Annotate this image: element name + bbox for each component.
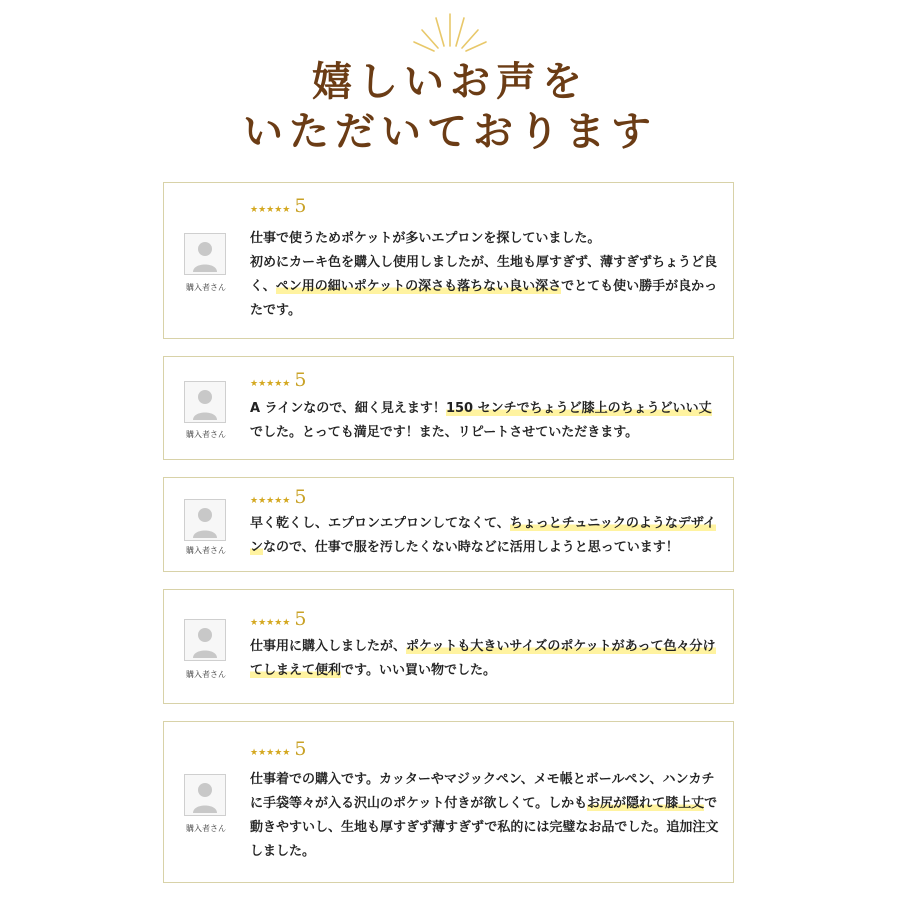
- rating-score: 5: [294, 369, 307, 391]
- review-text-segment: 仕事用に購入しましたが、: [250, 639, 407, 654]
- review-card: [163, 477, 734, 572]
- page-header: [0, 0, 900, 170]
- review-text: [250, 397, 720, 445]
- review-highlight: ちょっとチュニックのようなデザイン: [250, 516, 716, 555]
- rating: [250, 608, 306, 630]
- review-highlight: お尻が隠れて膝上丈: [587, 796, 705, 811]
- sparkle-rays-icon: [410, 8, 490, 53]
- review-highlight: 150 センチでちょうど膝上のちょうどいい丈: [445, 401, 712, 416]
- user-silhouette-icon: [185, 382, 225, 422]
- review-highlight: ペン用の細いポケットの深さも落ちない良い深さ: [275, 279, 562, 294]
- rating: [250, 195, 306, 217]
- review-card: [163, 182, 734, 339]
- rating: [250, 369, 306, 391]
- star-rating-icon: ★★★★★: [250, 496, 291, 506]
- rating-score: 5: [294, 738, 307, 760]
- avatar: [184, 381, 226, 423]
- review-highlight: ポケットも大きいサイズのポケットがあって色々分けてしまえて便利: [250, 639, 716, 678]
- rating: [250, 738, 306, 760]
- avatar: [184, 774, 226, 816]
- review-text-segment: 仕事で使うためポケットが多いエプロンを探していました。: [250, 231, 601, 246]
- avatar: [184, 619, 226, 661]
- star-rating-icon: ★★★★★: [250, 748, 291, 758]
- rating-score: 5: [294, 608, 307, 630]
- user-silhouette-icon: [185, 500, 225, 540]
- reviewer-label: 購入者さん: [186, 430, 226, 439]
- review-text-segment: 初めにカーキ色を購入し使用しましたが、生地も厚すぎず、薄すぎずちょうど良く、: [250, 255, 717, 294]
- page-title-line-1: 嬉しいお声を: [312, 58, 588, 105]
- rating-score: 5: [294, 486, 307, 508]
- review-text-segment: でとても使い勝手が良かったです。: [250, 279, 718, 318]
- review-text-segment: 早く乾くし、エプロンエプロンしてなくて、: [250, 516, 510, 531]
- user-silhouette-icon: [185, 234, 225, 274]
- review-text: [250, 512, 720, 560]
- review-text: [250, 227, 720, 323]
- avatar: [184, 499, 226, 541]
- page-title-line-2: いただいております: [243, 108, 657, 155]
- review-text-segment: でした。とっても満足です！また、リピートさせていただきます。: [250, 425, 639, 440]
- review-card: [163, 356, 734, 460]
- star-rating-icon: ★★★★★: [250, 379, 291, 389]
- review-card: [163, 589, 734, 704]
- reviewer-label: 購入者さん: [186, 670, 226, 679]
- user-silhouette-icon: [185, 620, 225, 660]
- reviewer-label: 購入者さん: [186, 546, 226, 555]
- review-card: [163, 721, 734, 883]
- reviewer-label: 購入者さん: [186, 283, 226, 292]
- review-text: [250, 768, 720, 864]
- review-text: [250, 635, 720, 683]
- rating-score: 5: [294, 195, 307, 217]
- star-rating-icon: ★★★★★: [250, 618, 291, 628]
- avatar: [184, 233, 226, 275]
- review-text-segment: なので、仕事で服を汚したくない時などに活用しようと思っています！: [263, 540, 679, 555]
- rating: [250, 486, 306, 508]
- review-text-segment: A ラインなので、細く見えます！: [250, 401, 446, 416]
- review-text-segment: です。いい買い物でした。: [341, 663, 496, 678]
- review-text-segment: 仕事着での購入です。カッターやマジックペン、メモ帳とボールペン、ハンカチに手袋等々が入る沢山のポケット付きが欲しくて。しかも: [250, 772, 715, 811]
- review-text-segment: で動きやすいし、生地も厚すぎず薄すぎずで私的には完璧なお品でした。追加注文しました。: [250, 796, 719, 859]
- reviewer-label: 購入者さん: [186, 824, 226, 833]
- user-silhouette-icon: [185, 775, 225, 815]
- star-rating-icon: ★★★★★: [250, 205, 291, 215]
